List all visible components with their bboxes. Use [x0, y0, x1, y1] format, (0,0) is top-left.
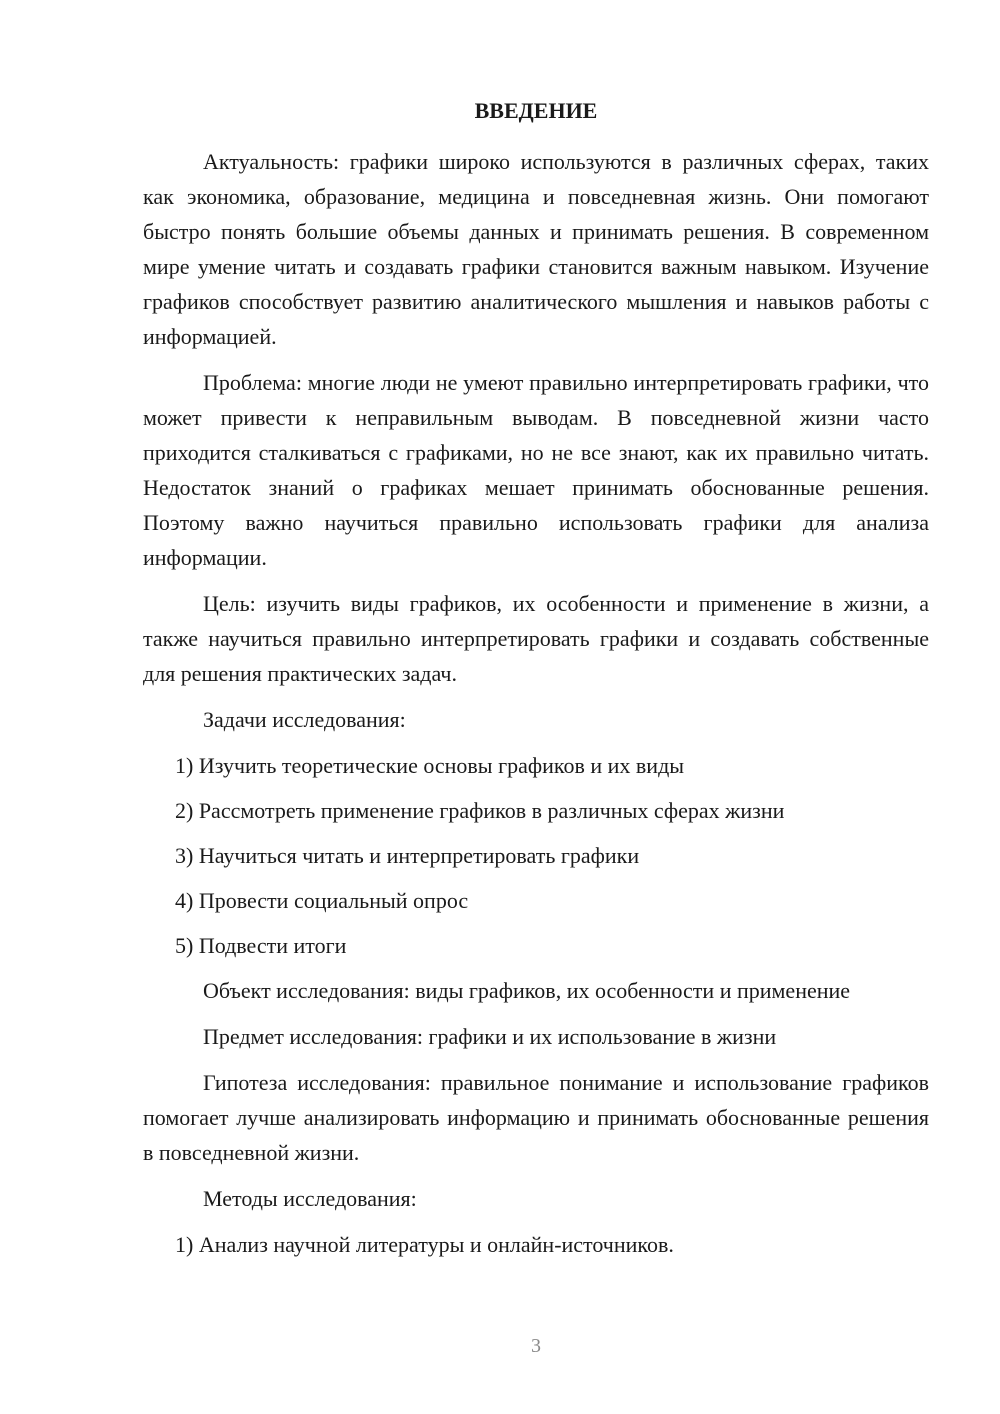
problem-paragraph: Проблема: многие люди не умеют правильно интерпретировать графики, что может привести к неправильным выводам. В повседневной жизни часто приходится сталкиваться с графиками, но не все знают, как их правильно читать. Недостаток знаний о графиках мешает принимать обоснованные решения. Поэтому важно научиться правильно использовать графики для анализа информации.: [143, 370, 929, 570]
relevance-paragraph: Актуальность: графики широко используются в различных сферах, таких как экономика, образование, медицина и повседневная жизнь. Они помогают быстро понять большие объемы данных и принимать решения. В современном мире умение читать и создавать графики становится важным навыком. Изучение графиков способствует развитию аналитического мышления и навыков работы с информацией.: [143, 149, 929, 349]
task-item-3: 3) Научиться читать и интерпретировать графики: [175, 843, 640, 868]
subject-paragraph: Предмет исследования: графики и их использование в жизни: [203, 1024, 777, 1049]
task-item-1: 1) Изучить теоретические основы графиков и их виды: [175, 753, 685, 778]
object-paragraph: Объект исследования: виды графиков, их особенности и применение: [203, 978, 851, 1003]
page-number: 3: [531, 1335, 541, 1357]
task-item-2: 2) Рассмотреть применение графиков в различных сферах жизни: [175, 798, 785, 823]
document-page: [143, 0, 929, 1414]
methods-label: Методы исследования:: [203, 1186, 417, 1211]
hypothesis-paragraph: Гипотеза исследования: правильное понимание и использование графиков помогает лучше анализировать информацию и принимать обоснованные решения в повседневной жизни.: [143, 1070, 929, 1165]
task-item-5: 5) Подвести итоги: [175, 933, 347, 958]
section-heading: ВВЕДЕНИЕ: [474, 98, 598, 123]
task-item-4: 4) Провести социальный опрос: [175, 888, 469, 913]
document-body: [143, 144, 929, 1272]
goal-paragraph: Цель: изучить виды графиков, их особенности и применение в жизни, а также научиться правильно интерпретировать графики и создавать собственные для решения практических задач.: [143, 591, 929, 686]
tasks-label: Задачи исследования:: [203, 707, 406, 732]
method-item-1: 1) Анализ научной литературы и онлайн-источников.: [175, 1232, 674, 1257]
